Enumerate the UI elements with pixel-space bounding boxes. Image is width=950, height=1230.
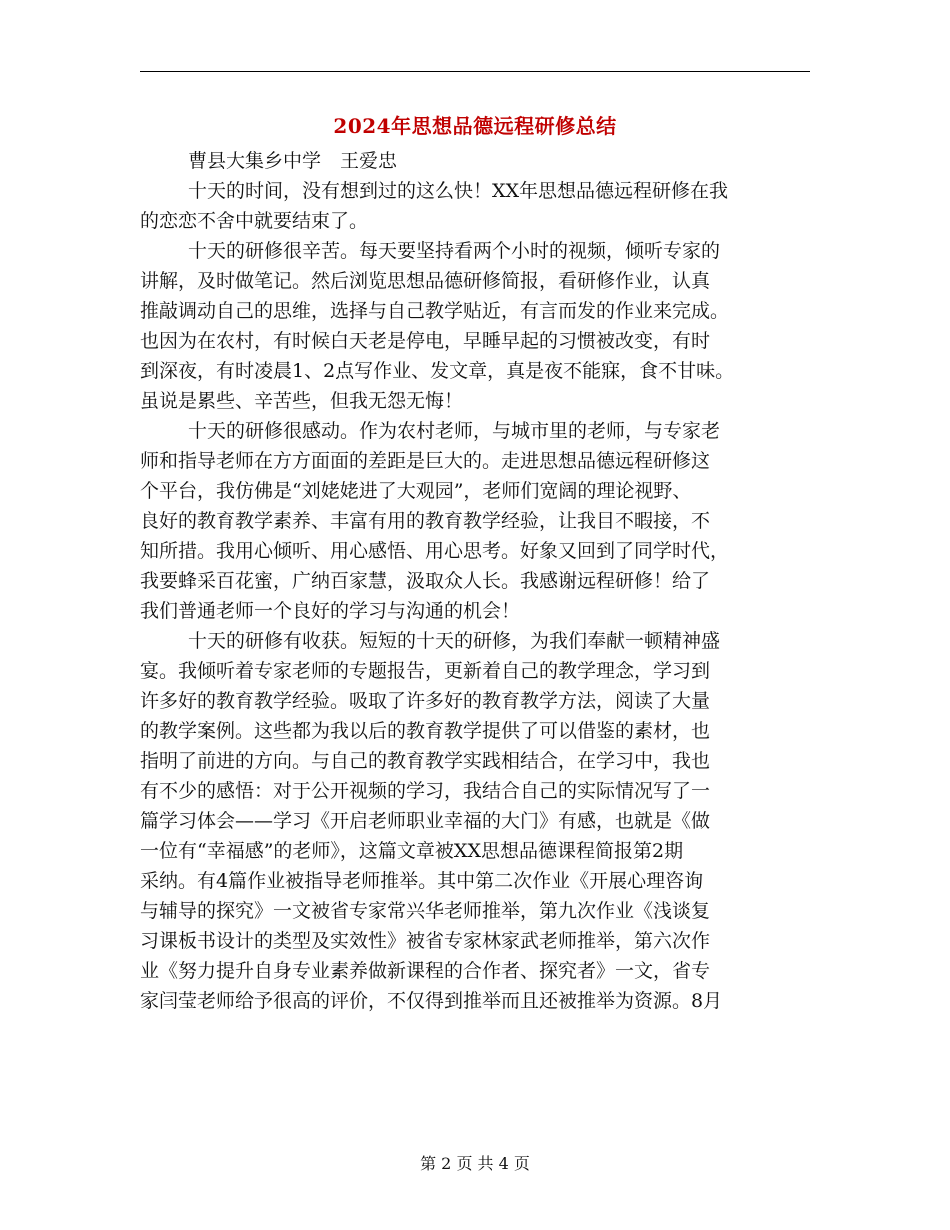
text-line: 我要蜂采百花蜜，广纳百家慧，汲取众人长。我感谢远程研修！给了 xyxy=(140,570,711,592)
text-line: 一位有“幸福感”的老师》，这篇文章被XX思想品德课程简报第2期 xyxy=(140,840,684,862)
text-line: 十天的研修很感动。作为农村老师，与城市里的老师，与专家老 xyxy=(188,420,721,442)
document-body xyxy=(140,146,810,1016)
text-line: 的教学案例。这些都为我以后的教育教学提供了可以借鉴的素材，也 xyxy=(140,720,711,742)
author-line: 曹县大集乡中学 王爱忠 xyxy=(188,150,398,172)
text-line: 也因为在农村，有时候白天老是停电，早睡早起的习惯被改变，有时 xyxy=(140,330,711,352)
text-line: 十天的研修有收获。短短的十天的研修，为我们奉献一顿精神盛 xyxy=(188,630,721,652)
text-line: 十天的时间，没有想到过的这么快！XX年思想品德远程研修在我 xyxy=(188,180,729,202)
text-line: 业《努力提升自身专业素养做新课程的合作者、探究者》一文，省专 xyxy=(140,960,711,982)
text-line: 我们普通老师一个良好的学习与沟通的机会！ xyxy=(140,600,521,622)
text-line: 指明了前进的方向。与自己的教育教学实践相结合，在学习中，我也 xyxy=(140,750,711,772)
page-footer: 第 2 页 共 4 页 xyxy=(420,1154,530,1173)
text-line: 家闫莹老师给予很高的评价，不仅得到推举而且还被推举为资源。8月 xyxy=(140,990,723,1012)
text-line: 有不少的感悟：对于公开视频的学习，我结合自己的实际情况写了一 xyxy=(140,780,711,802)
text-line: 到深夜，有时凌晨1、2点写作业、发文章，真是夜不能寐，食不甘味。 xyxy=(140,360,735,382)
document-title: 2024年思想品德远程研修总结 xyxy=(333,114,617,138)
text-line: 习课板书设计的类型及实效性》被省专家林家武老师推举，第六次作 xyxy=(140,930,711,952)
text-line: 个平台，我仿佛是“刘姥姥进了大观园”，老师们宽阔的理论视野、 xyxy=(140,480,692,502)
text-line: 知所措。我用心倾听、用心感悟、用心思考。好象又回到了同学时代， xyxy=(140,540,730,562)
text-line: 宴。我倾听着专家老师的专题报告，更新着自己的教学理念，学习到 xyxy=(140,660,711,682)
text-line: 十天的研修很辛苦。每天要坚持看两个小时的视频，倾听专家的 xyxy=(188,240,721,262)
text-line: 虽说是累些、辛苦些，但我无怨无悔！ xyxy=(140,390,464,412)
text-line: 推敲调动自己的思维，选择与自己教学贴近，有言而发的作业来完成。 xyxy=(140,300,730,322)
text-line: 与辅导的探究》一文被省专家常兴华老师推举，第九次作业《浅谈复 xyxy=(140,900,711,922)
header-rule xyxy=(140,71,810,72)
text-line: 采纳。有4篇作业被指导老师推举。其中第二次作业《开展心理咨询 xyxy=(140,870,704,892)
text-line: 良好的教育教学素养、丰富有用的教育教学经验，让我目不暇接，不 xyxy=(140,510,711,532)
text-line: 的恋恋不舍中就要结束了。 xyxy=(140,210,369,232)
text-line: 篇学习体会——学习《开启老师职业幸福的大门》有感，也就是《做 xyxy=(140,810,711,832)
text-line: 讲解，及时做笔记。然后浏览思想品德研修简报，看研修作业，认真 xyxy=(140,270,711,292)
text-line: 师和指导老师在方方面面的差距是巨大的。走进思想品德远程研修这 xyxy=(140,450,711,472)
text-line: 许多好的教育教学经验。吸取了许多好的教育教学方法，阅读了大量 xyxy=(140,690,711,712)
